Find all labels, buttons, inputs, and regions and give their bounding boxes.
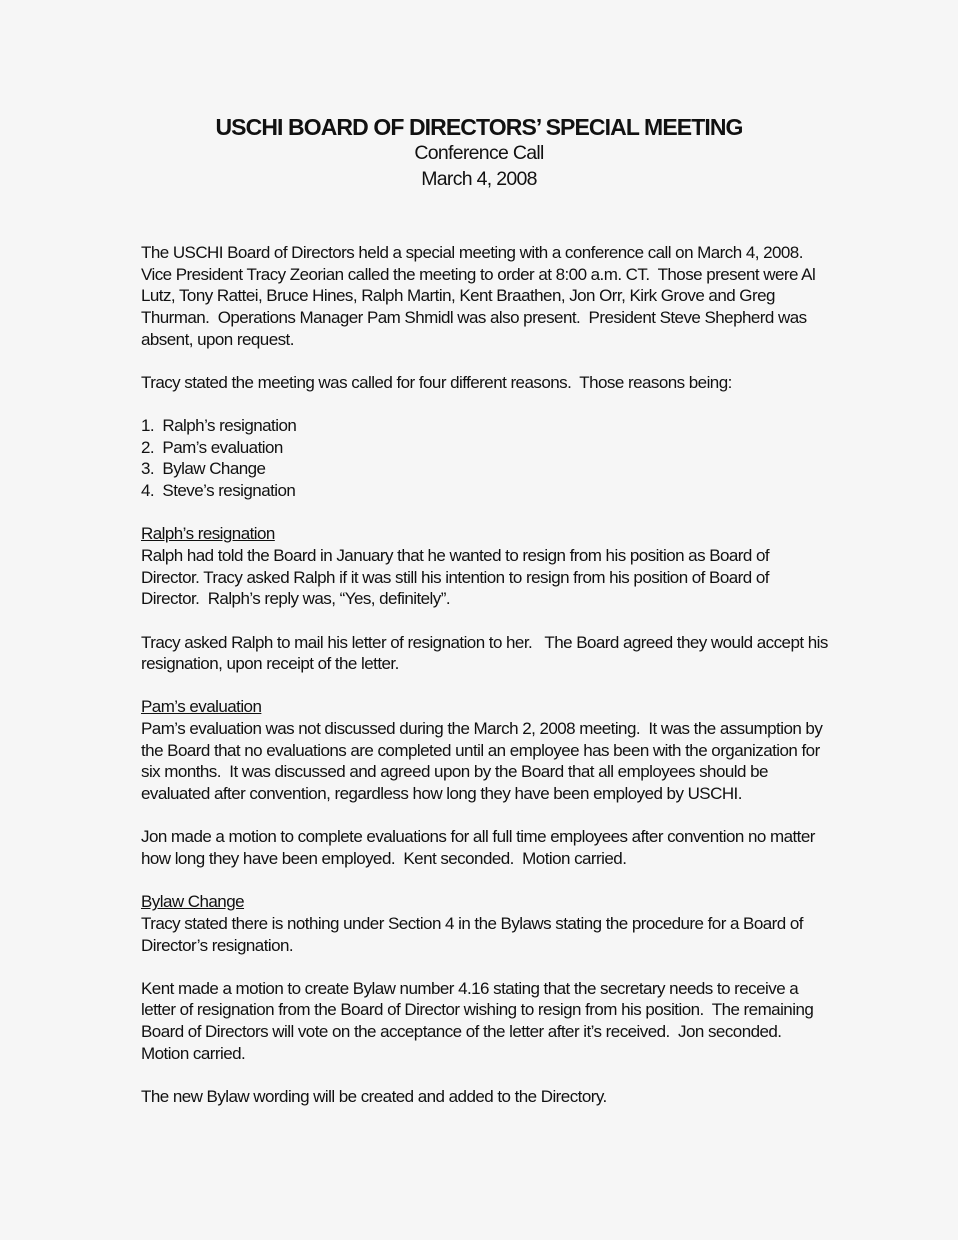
text-line: Lutz, Tony Rattei, Bruce Hines, Ralph Martin, Kent Braathen, Jon Orr, Kirk Grove and Greg [141,286,775,306]
text-line: Board of Directors will vote on the acceptance of the letter after it’s received. Jon seconded. [141,1022,782,1042]
text-line: The USCHI Board of Directors held a special meeting with a conference call on March 4, 2008. [141,243,803,262]
section-heading: Pam’s evaluation [141,697,262,717]
text-line: 4. Steve’s resignation [141,481,296,501]
text-line: evaluated after convention, regardless how long they have been employed by USCHI. [141,784,742,804]
text-line: Director. Ralph’s reply was, “Yes, definitely”. [141,589,451,609]
text-line: six months. It was discussed and agreed upon by the Board that all employees should be [141,762,768,782]
text-line: 3. Bylaw Change [141,459,266,479]
text-line: the Board that no evaluations are completed until an employee has been with the organization for [141,740,820,760]
paragraph [141,372,841,394]
paragraph [141,632,841,675]
document-body [141,242,841,1108]
text-line: absent, upon request. [141,329,294,349]
text-line: Vice President Tracy Zeorian called the meeting to order at 8:00 a.m. CT. Those present were Al [141,264,816,284]
text-line: how long they have been employed. Kent seconded. Motion carried. [141,848,627,868]
text-line: letter of resignation from the Board of Director wishing to resign from his position. The remaining [141,1000,814,1020]
document-title: USCHI BOARD OF DIRECTORS’ SPECIAL MEETING [215,114,743,140]
text-line: Thurman. Operations Manager Pam Shmidl was also present. President Steve Shepherd was [141,307,807,327]
paragraph [141,242,841,350]
text-line: Director’s resignation. [141,935,294,955]
text-line: Motion carried. [141,1043,246,1063]
document-subtitle: Conference Call [414,142,544,164]
text-line: Director. Tracy asked Ralph if it was still his intention to resign from his position of Board of [141,567,769,587]
text-line: Tracy stated the meeting was called for four different reasons. Those reasons being: [141,372,732,392]
text-line: resignation, upon receipt of the letter. [141,654,399,674]
text-line: Jon made a motion to complete evaluations for all full time employees after convention no matter [141,827,815,847]
text-line: Kent made a motion to create Bylaw number 4.16 stating that the secretary needs to receive a [141,978,799,998]
text-line: The new Bylaw wording will be created and added to the Directory. [141,1086,607,1106]
section-heading: Ralph’s resignation [141,524,275,544]
paragraph [141,826,841,869]
paragraph [141,978,841,1065]
section [141,696,841,804]
text-line: 2. Pam’s evaluation [141,437,283,457]
section-heading: Bylaw Change [141,892,245,912]
text-line: 1. Ralph’s resignation [141,416,297,436]
text-line: Pam’s evaluation was not discussed during the March 2, 2008 meeting. It was the assumption by [141,719,823,739]
text-line: Tracy asked Ralph to mail his letter of resignation to her. The Board agreed they would accept his [141,632,828,652]
section [141,523,841,610]
text-line: Ralph had told the Board in January that he wanted to resign from his position as Board of [141,545,770,565]
text-line: Tracy stated there is nothing under Section 4 in the Bylaws stating the procedure for a Board of [141,913,803,933]
paragraph [141,415,841,502]
section [141,891,841,956]
document-date: March 4, 2008 [421,168,537,190]
paragraph [141,1086,841,1108]
